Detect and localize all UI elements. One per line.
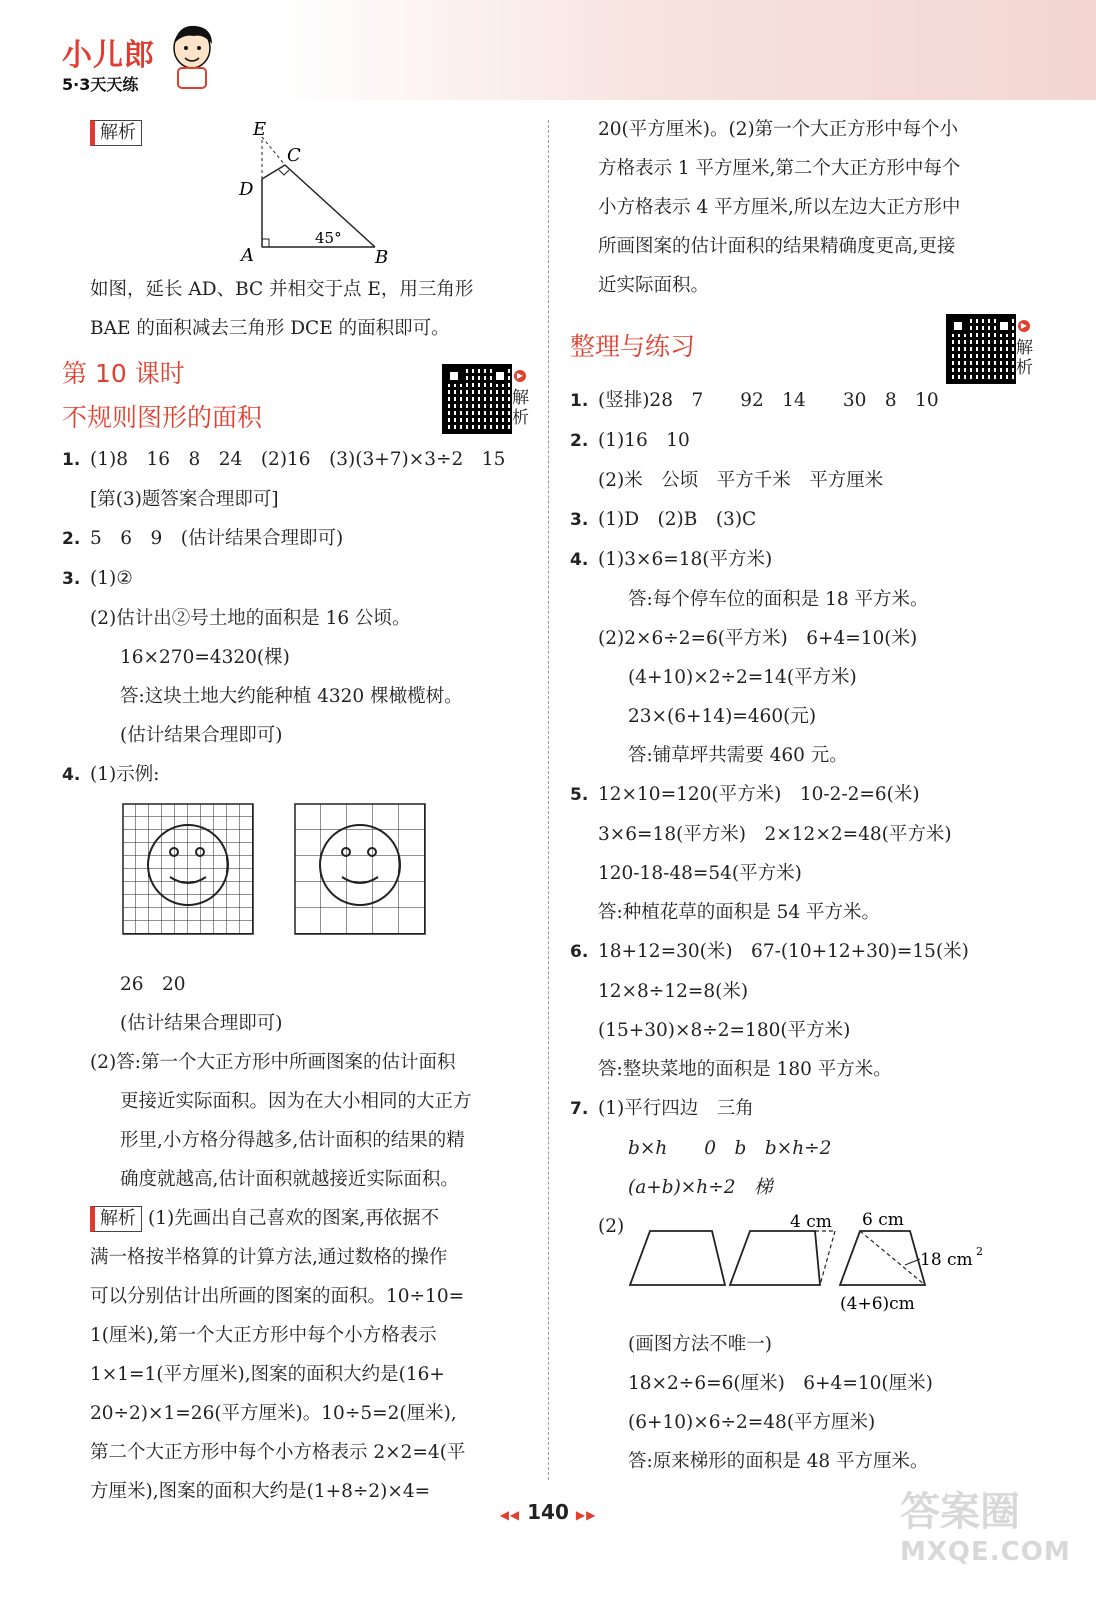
label-4cm: 4 cm [790, 1212, 832, 1232]
q4-note: (估计结果合理即可) [120, 1013, 283, 1034]
trapezoid-diagram [620, 1211, 1000, 1321]
mascot-icon [168, 22, 218, 90]
triangle-diagram [227, 115, 427, 265]
label-A: A [241, 245, 254, 265]
q4-number: 4. [62, 765, 81, 785]
r6-number: 6. [570, 942, 589, 962]
qr-label-section: 解析 [1016, 338, 1033, 378]
qr-code-lesson[interactable] [442, 364, 512, 434]
analysis-line-1: (1)先画出自己喜欢的图案,再依据不 [148, 1208, 440, 1229]
q2-answer: 5 6 9 (估计结果合理即可) [90, 528, 344, 549]
q4-line-3: 形里,小方格分得越多,估计面积的结果的精 [120, 1130, 465, 1151]
r6-line-1: 18+12=30(米) 67-(10+12+30)=15(米) [598, 941, 969, 962]
analysis-line-5: 1×1=1(平方厘米),图案的面积大约是(16+ [90, 1364, 445, 1385]
logo [62, 30, 155, 95]
r5-line-1: 12×10=120(平方米) 10-2-2=6(米) [598, 784, 920, 805]
q1-answer: (1)8 16 8 24 (2)16 (3)(3+7)×3÷2 15 [90, 449, 506, 470]
r5-line-4: 答:种植花草的面积是 54 平方米。 [598, 902, 881, 923]
r4-line-4: (4+10)×2÷2=14(平方米) [628, 667, 857, 688]
r3-answer: (1)D (2)B (3)C [598, 509, 757, 530]
watermark-url: MXQE.COM [900, 1537, 1071, 1567]
column-divider [548, 120, 549, 1480]
lesson-title: 不规则图形的面积 [62, 403, 263, 432]
r7-line-1: (1)平行四边 三角 [598, 1098, 754, 1119]
q3-number: 3. [62, 569, 81, 589]
r4-line-2: 答:每个停车位的面积是 18 平方米。 [628, 589, 929, 610]
r4-line-3: (2)2×6÷2=6(平方米) 6+4=10(米) [598, 628, 918, 649]
intro-line-1: 如图，延长 AD、BC 并相交于点 E，用三角形 [90, 279, 474, 300]
watermark-text: 答案圈 [900, 1489, 1020, 1535]
q3-part1: (1)② [90, 568, 133, 589]
cont-line-4: 所画图案的估计面积的结果精确度更高,更接 [598, 236, 956, 257]
qr-code-section[interactable] [946, 314, 1016, 384]
cont-line-3: 小方格表示 4 平方厘米,所以左边大正方形中 [598, 197, 961, 218]
r1-number: 1. [570, 391, 589, 411]
analysis-line-3: 可以分别估计出所画的图案的面积。10÷10= [90, 1286, 465, 1307]
r7-part2-label: (2) [598, 1216, 625, 1237]
r7-line-6: 18×2÷6=6(厘米) 6+4=10(厘米) [628, 1373, 933, 1394]
r5-line-2: 3×6=18(平方米) 2×12×2=48(平方米) [598, 824, 952, 845]
series-name: 5·3天天练 [62, 75, 139, 94]
r4-number: 4. [570, 550, 589, 570]
analysis-line-6: 20÷2)×1=26(平方厘米)。10÷5=2(厘米), [90, 1403, 457, 1424]
r7-number: 7. [570, 1099, 589, 1119]
play-icon-2: ▶ [1018, 320, 1030, 332]
cont-line-5: 近实际面积。 [598, 275, 710, 296]
r7-line-8: 答:原来梯形的面积是 48 平方厘米。 [628, 1451, 929, 1472]
triangle-figure-block [62, 110, 532, 270]
r7-line-5: (画图方法不唯一) [628, 1334, 772, 1355]
analysis-line-7: 第二个大正方形中每个小方格表示 2×2=4(平 [90, 1442, 466, 1463]
fine-grid-smiley [122, 803, 262, 943]
label-18cm2: 18 cm [920, 1250, 973, 1270]
analysis-tag-2: 解析 [90, 1206, 142, 1232]
label-B: B [375, 247, 389, 265]
lesson-number: 第 10 课时 [62, 359, 185, 388]
q4-line-1: (2)答:第一个大正方形中所画图案的估计面积 [90, 1052, 456, 1073]
play-icon: ▶ [514, 370, 526, 382]
label-4plus6cm: (4+6)cm [840, 1294, 915, 1314]
analysis-line-8: 方厘米),图案的面积大约是(1+8÷2)×4= [90, 1481, 431, 1502]
smiley-grids [62, 795, 532, 965]
r7-line-3: (a+b)×h÷2 梯 [628, 1177, 773, 1198]
watermark [900, 1480, 1071, 1567]
analysis-tag: 解析 [90, 120, 142, 146]
r5-line-3: 120-18-48=54(平方米) [598, 863, 802, 884]
q3-answer: 答:这块土地大约能种植 4320 棵橄榄树。 [120, 686, 463, 707]
intro-line-2: BAE 的面积减去三角形 DCE 的面积即可。 [90, 318, 450, 339]
q4-line-4: 确度就越高,估计面积就越接近实际面积。 [120, 1169, 459, 1190]
r2-part1: (1)16 10 [598, 430, 690, 451]
r4-line-6: 答:铺草坪共需要 460 元。 [628, 745, 848, 766]
brand-name: 小儿郎 [62, 38, 155, 73]
q3-note: (估计结果合理即可) [120, 725, 283, 746]
q1-note: [第(3)题答案合理即可] [90, 489, 279, 510]
r6-line-4: 答:整块菜地的面积是 180 平方米。 [598, 1059, 892, 1080]
q1-number: 1. [62, 450, 81, 470]
r2-number: 2. [570, 431, 589, 451]
r4-line-5: 23×(6+14)=460(元) [628, 706, 817, 727]
cont-line-2: 方格表示 1 平方厘米,第二个大正方形中每个 [598, 158, 961, 179]
r4-line-1: (1)3×6=18(平方米) [598, 549, 773, 570]
left-column [62, 110, 532, 1511]
r3-number: 3. [570, 510, 589, 530]
q4-part1: (1)示例: [90, 764, 160, 785]
r7-line-7: (6+10)×6÷2=48(平方厘米) [628, 1412, 876, 1433]
section-title: 整理与练习 [570, 332, 696, 361]
q4-line-2: 更接近实际面积。因为在大小相同的大正方 [120, 1091, 472, 1112]
qr-label-lesson: 解析 [512, 388, 529, 428]
label-E: E [253, 119, 267, 140]
q3-part2: (2)估计出②号土地的面积是 16 公顷。 [90, 608, 411, 629]
r6-line-3: (15+30)×8÷2=180(平方米) [598, 1020, 851, 1041]
r2-part2: (2)米 公顷 平方千米 平方厘米 [598, 470, 884, 491]
q4-estimates: 26 20 [120, 974, 186, 995]
q2-number: 2. [62, 529, 81, 549]
angle-label: 45° [315, 229, 342, 247]
header-band [0, 0, 1096, 100]
r6-line-2: 12×8÷12=8(米) [598, 981, 749, 1002]
prev-arrows-icon: ◀◀ [499, 1508, 521, 1522]
label-D: D [239, 179, 254, 200]
analysis-line-2: 满一格按半格算的计算方法,通过数格的操作 [90, 1247, 448, 1268]
trapezoid-figure-block [570, 1207, 1040, 1325]
r1-answer: (竖排)28 7 92 14 30 8 10 [598, 390, 939, 411]
label-18cm2-sup: 2 [976, 1245, 983, 1258]
label-6cm: 6 cm [862, 1211, 904, 1230]
q3-calc: 16×270=4320(棵) [120, 647, 290, 668]
page-number: 140 [527, 1500, 569, 1524]
cont-line-1: 20(平方厘米)。(2)第一个大正方形中每个小 [598, 119, 959, 140]
label-C: C [287, 145, 301, 166]
analysis-line-4: 1(厘米),第一个大正方形中每个小方格表示 [90, 1325, 437, 1346]
r5-number: 5. [570, 785, 589, 805]
r7-line-2: b×h 0 b b×h÷2 [628, 1138, 832, 1159]
next-arrows-icon: ▶▶ [575, 1508, 597, 1522]
coarse-grid-smiley [294, 803, 434, 943]
